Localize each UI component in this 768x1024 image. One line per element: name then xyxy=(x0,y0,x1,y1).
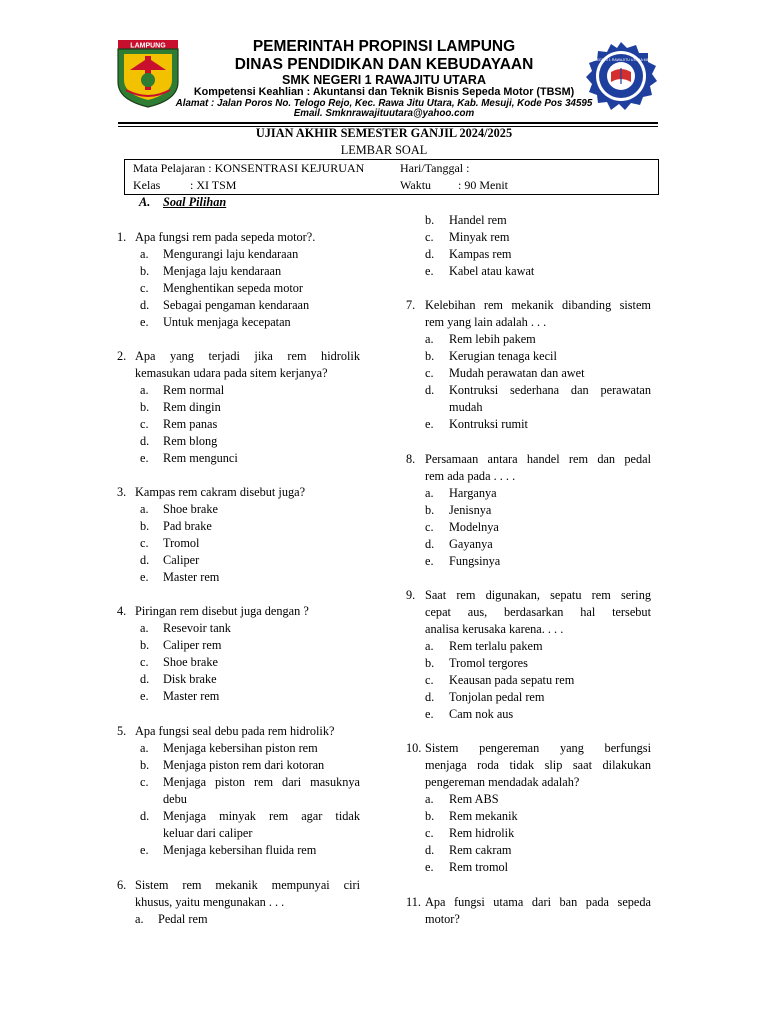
option-letter: b. xyxy=(140,400,150,414)
option-text: Harganya xyxy=(449,486,497,500)
section-letter: A. xyxy=(139,195,151,209)
question-number: 6. xyxy=(117,878,127,892)
option-text: Shoe brake xyxy=(163,655,218,669)
question-text-line: pengereman mendadak adalah? xyxy=(425,775,580,789)
exam-title: UJIAN AKHIR SEMESTER GANJIL 2024/2025 xyxy=(255,126,513,140)
option-text: Rem mekanik xyxy=(449,809,518,823)
option-text: Rem mengunci xyxy=(163,451,238,465)
option-text: Pedal rem xyxy=(158,912,208,926)
question-text-line: Apa yang terjadi jika rem hidrolik xyxy=(135,349,360,363)
question-number: 11. xyxy=(406,895,421,909)
option-letter: a. xyxy=(140,247,149,261)
email-line: Email. Smknrawajituutara@yahoo.com xyxy=(293,108,475,119)
question-number: 4. xyxy=(117,604,127,618)
question-number: 9. xyxy=(406,588,416,602)
option-text: Tromol xyxy=(163,536,200,550)
option-text: Menjaga laju kendaraan xyxy=(163,264,282,278)
option-letter: e. xyxy=(140,315,149,329)
option-letter: a. xyxy=(135,912,144,926)
option-letter: e. xyxy=(140,451,149,465)
option-letter: b. xyxy=(425,809,435,823)
exam-info-box xyxy=(124,159,659,195)
option-letter: b. xyxy=(140,638,150,652)
question-text-line: Apa fungsi seal debu pada rem hidrolik? xyxy=(135,724,335,738)
option-letter: d. xyxy=(140,434,150,448)
option-letter: c. xyxy=(140,536,149,550)
option-text: Kabel atau kawat xyxy=(449,264,535,278)
option-text: Kontruksi rumit xyxy=(449,417,528,431)
option-text: Tonjolan pedal rem xyxy=(449,690,545,704)
option-text: Menghentikan sepeda motor xyxy=(163,281,304,295)
option-text: debu xyxy=(163,792,187,806)
option-text: Mengurangi laju kendaraan xyxy=(163,247,299,261)
question-number: 8. xyxy=(406,452,416,466)
question-number: 5. xyxy=(117,724,127,738)
question-text-line: Kelebihan rem mekanik dibanding sistem xyxy=(425,298,651,312)
option-text: Kontruksi sederhana dan perawatan xyxy=(449,383,651,397)
question-text-line: Sistem rem mekanik mempunyai ciri xyxy=(135,878,360,892)
option-letter: a. xyxy=(140,621,149,635)
government-title: PEMERINTAH PROPINSI LAMPUNG xyxy=(252,38,516,55)
option-text: Rem cakram xyxy=(449,843,512,857)
option-letter: b. xyxy=(425,503,435,517)
option-letter: c. xyxy=(425,366,434,380)
option-text: Tromol tergores xyxy=(449,656,528,670)
option-text: Rem hidrolik xyxy=(449,826,515,840)
option-text: Sebagai pengaman kendaraan xyxy=(163,298,310,312)
option-text: Caliper rem xyxy=(163,638,222,652)
option-text: Mudah perawatan dan awet xyxy=(449,366,585,380)
option-text: Menjaga kebersihan piston rem xyxy=(163,741,318,755)
question-text-line: Apa fungsi rem pada sepeda motor?. xyxy=(135,230,316,244)
competency-line: Kompetensi Keahlian : Akuntansi dan Teknik Bisnis Sepeda Motor (TBSM) xyxy=(193,86,575,98)
subject-label: Mata Pelajaran : KONSENTRASI KEJURUAN xyxy=(133,161,365,175)
option-text: Rem lebih pakem xyxy=(449,332,536,346)
option-text: Shoe brake xyxy=(163,502,218,516)
department-title: DINAS PENDIDIKAN DAN KEBUDAYAAN xyxy=(234,56,534,73)
option-letter: d. xyxy=(140,298,150,312)
question-text-line: Saat rem digunakan, sepatu rem sering xyxy=(425,588,651,602)
question-text-line: Piringan rem disebut juga dengan ? xyxy=(135,604,309,618)
question-number: 2. xyxy=(117,349,127,363)
option-letter: d. xyxy=(425,843,435,857)
option-letter: c. xyxy=(425,520,434,534)
option-letter: a. xyxy=(425,639,434,653)
option-letter: e. xyxy=(140,843,149,857)
option-text: Modelnya xyxy=(449,520,499,534)
option-text: Rem tromol xyxy=(449,860,509,874)
option-text: Rem panas xyxy=(163,417,218,431)
option-letter: b. xyxy=(425,656,435,670)
question-number: 10. xyxy=(406,741,422,755)
option-letter: e. xyxy=(140,570,149,584)
option-text: Rem dingin xyxy=(163,400,221,414)
option-text: Master rem xyxy=(163,570,220,584)
question-number: 1. xyxy=(117,230,127,244)
option-letter: a. xyxy=(425,792,434,806)
address-line: Alamat : Jalan Poros No. Telogo Rejo, Kec. Rawa Jitu Utara, Kab. Mesuji, Kode Pos 34595 xyxy=(175,98,593,109)
class-label: Kelas xyxy=(133,178,161,192)
school-name: SMK NEGERI 1 RAWAJITU UTARA xyxy=(282,73,486,87)
option-letter: c. xyxy=(140,281,149,295)
option-text: Rem terlalu pakem xyxy=(449,639,543,653)
option-letter: d. xyxy=(140,809,150,823)
option-text: Master rem xyxy=(163,689,220,703)
option-text: Kerugian tenaga kecil xyxy=(449,349,557,363)
date-label: Hari/Tanggal : xyxy=(400,161,470,175)
question-text-line: Apa fungsi utama dari ban pada sepeda xyxy=(425,895,651,909)
option-letter: b. xyxy=(140,264,150,278)
option-letter: b. xyxy=(140,758,150,772)
question-text-line: Sistem pengereman yang berfungsi xyxy=(425,741,651,755)
option-letter: c. xyxy=(140,655,149,669)
option-text: Fungsinya xyxy=(449,554,501,568)
option-letter: c. xyxy=(140,417,149,431)
option-text: Cam nok aus xyxy=(449,707,514,721)
class-value: : XI TSM xyxy=(190,178,237,192)
time-label: Waktu xyxy=(400,178,432,192)
option-text: Rem normal xyxy=(163,383,225,397)
option-text: Keausan pada sepatu rem xyxy=(449,673,575,687)
option-letter: d. xyxy=(425,537,435,551)
option-text: Menjaga kebersihan fluida rem xyxy=(163,843,317,857)
option-text: mudah xyxy=(449,400,483,414)
option-letter: d. xyxy=(425,247,435,261)
option-letter: a. xyxy=(140,741,149,755)
option-letter: d. xyxy=(140,553,150,567)
option-letter: e. xyxy=(425,264,434,278)
option-text: Rem ABS xyxy=(449,792,499,806)
option-letter: e. xyxy=(140,689,149,703)
option-letter: c. xyxy=(425,826,434,840)
option-text: Menjaga piston rem dari masuknya xyxy=(163,775,360,789)
option-text: Untuk menjaga kecepatan xyxy=(163,315,291,329)
question-text-line: motor? xyxy=(425,912,460,926)
option-letter: e. xyxy=(425,707,434,721)
question-text-line: menjaga roda tidak slip saat dilakukan xyxy=(425,758,651,772)
option-letter: c. xyxy=(140,775,149,789)
option-letter: d. xyxy=(425,383,435,397)
option-text: Jenisnya xyxy=(449,503,492,517)
option-letter: d. xyxy=(425,690,435,704)
svg-text:LAMPUNG: LAMPUNG xyxy=(130,42,166,50)
option-letter: e. xyxy=(425,860,434,874)
option-text: Disk brake xyxy=(163,672,217,686)
option-letter: a. xyxy=(140,502,149,516)
option-letter: a. xyxy=(140,383,149,397)
question-text-line: khusus, yaitu mengunakan . . . xyxy=(135,895,285,909)
option-letter: b. xyxy=(140,519,150,533)
option-text: Pad brake xyxy=(163,519,212,533)
option-letter: c. xyxy=(425,673,434,687)
option-letter: b. xyxy=(425,349,435,363)
option-text: Menjaga piston rem dari kotoran xyxy=(163,758,325,772)
time-value: : 90 Menit xyxy=(458,178,508,192)
exam-subtitle: LEMBAR SOAL xyxy=(340,143,428,157)
question-text-line: rem ada pada . . . . xyxy=(425,469,516,483)
section-title: Soal Pilihan xyxy=(163,195,227,209)
option-text: Gayanya xyxy=(449,537,493,551)
question-text-line: analisa kerusaka karena. . . . xyxy=(425,622,564,636)
option-text: Handel rem xyxy=(449,213,507,227)
header-rule-thick xyxy=(118,122,658,124)
option-letter: e. xyxy=(425,417,434,431)
option-text: Minyak rem xyxy=(449,230,510,244)
question-number: 7. xyxy=(406,298,416,312)
option-letter: c. xyxy=(425,230,434,244)
option-text: Caliper xyxy=(163,553,200,567)
question-number: 3. xyxy=(117,485,127,499)
option-letter: d. xyxy=(140,672,150,686)
svg-text:SMK NEGERI 1 RAWAJITU UTARA ME: SMK NEGERI 1 RAWAJITU UTARA MESUJI xyxy=(585,58,657,62)
option-letter: e. xyxy=(425,554,434,568)
option-text: Rem blong xyxy=(163,434,218,448)
question-text-line: kemasukan udara pada sitem kerjanya? xyxy=(135,366,328,380)
option-letter: b. xyxy=(425,213,435,227)
option-text: keluar dari caliper xyxy=(163,826,253,840)
option-letter: a. xyxy=(425,332,434,346)
question-text-line: cepat aus, berdasarkan hal tersebut xyxy=(425,605,651,619)
option-letter: a. xyxy=(425,486,434,500)
option-text: Kampas rem xyxy=(449,247,512,261)
question-text-line: rem yang lain adalah . . . xyxy=(425,315,547,329)
option-text: Resevoir tank xyxy=(163,621,231,635)
question-text-line: Persamaan antara handel rem dan pedal xyxy=(425,452,651,466)
question-text-line: Kampas rem cakram disebut juga? xyxy=(135,485,306,499)
option-text: Menjaga minyak rem agar tidak xyxy=(163,809,360,823)
